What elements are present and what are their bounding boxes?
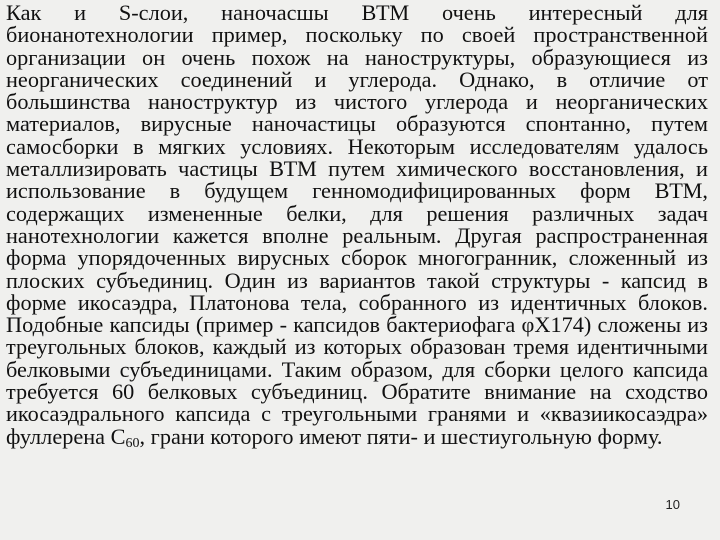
body-text-tail: , грани которого имеют пяти- и шестиугольную форму. [139,423,663,449]
body-text-main: Как и S-слои, наночасшы ВТМ очень интересный для бионанотехнологии пример, поскольку по своей пространственной организации он очень похож на наноструктуры, образующиеся из неорганических соединений и углерода. Однако, в отличие от большинства наноструктур из чистого углерода и неорганических материалов, вирусные наночастицы образуются спонтанно, путем самосборки в мягких условиях. Некоторым исследователям удалось металлизировать частицы ВТМ путем химического восстановления, и использование в будущем генномодифицированных форм ВТМ, содержащих измененные белки, для решения различных задач нанотехнологии кажется вполне реальным. Другая распространенная форма упорядоченных вирусных сборок многогранник, сложенный из плоских субъединиц. Один из вариантов такой структуры - капсид в форме икосаэдра, Платонова тела, собранного из идентичных блоков. Подобные капсиды (пример - капсидов бактериофага φX174) сложены из треугольных блоков, каждый из которых образован тремя идентичными белковыми субъединицами. Таким образом, для сборки целого капсида требуется 60 белковых субъединиц. Обратите внимание на сходство икосаэдрального капсида с треугольными гранями и «квазиикосаэдра» фуллерена C [6,0,708,449]
fullerene-subscript: 60 [125,435,140,451]
body-paragraph [6,0,708,451]
page-number: 10 [665,497,680,512]
